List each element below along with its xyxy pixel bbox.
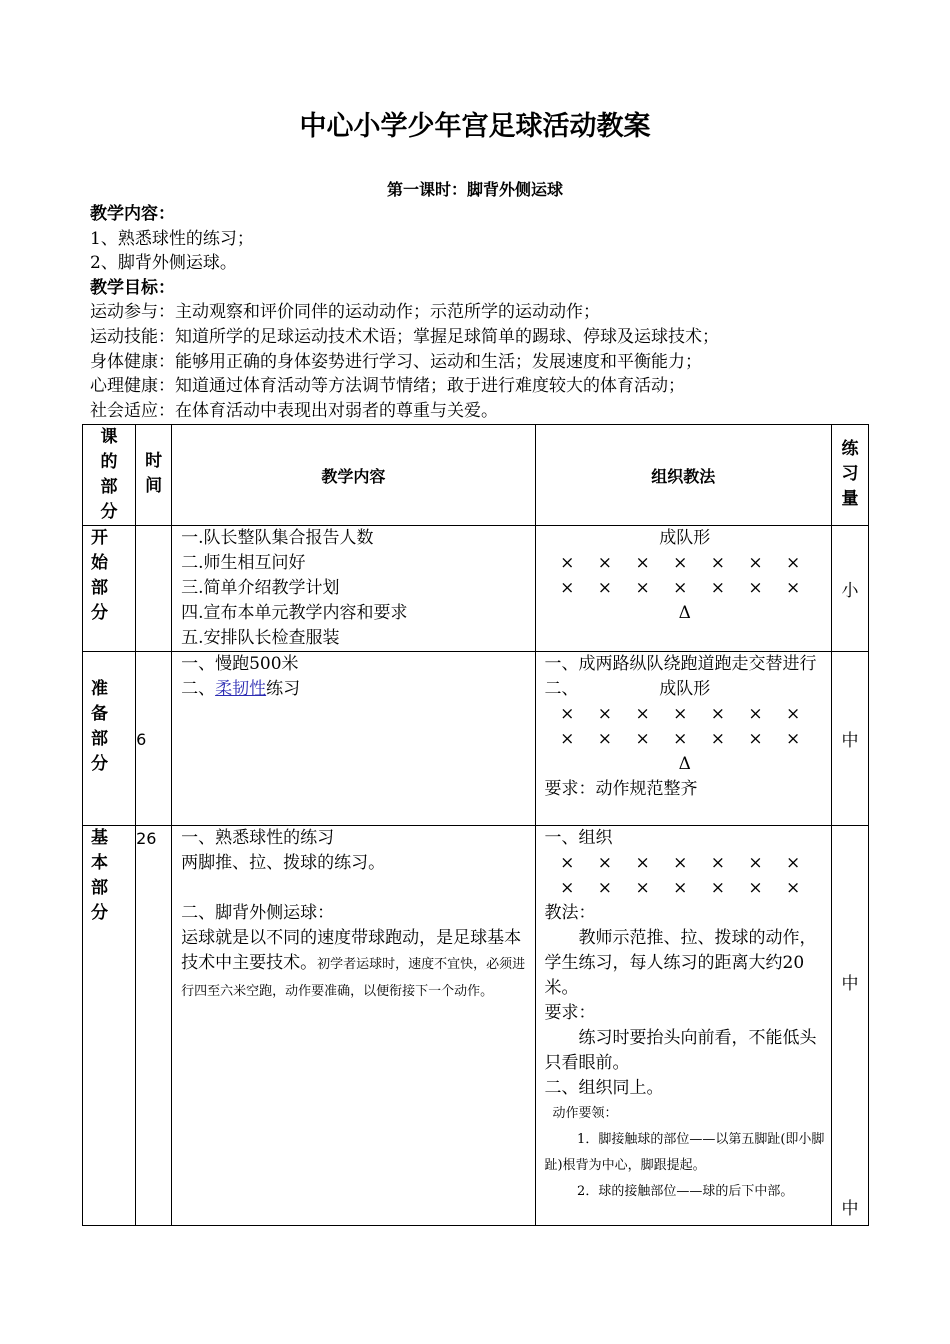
header-char: 时 bbox=[145, 451, 163, 471]
header-char: 的 bbox=[100, 452, 118, 472]
header-part bbox=[83, 425, 136, 526]
time-cell: 6 bbox=[136, 652, 172, 826]
part-cell: 准 备 部 分 bbox=[83, 652, 136, 826]
method-line: 二、 成队形 bbox=[544, 679, 711, 699]
time-cell bbox=[136, 526, 172, 652]
lesson-subtitle: 第一课时：脚背外侧运球 bbox=[386, 180, 563, 199]
amount-value: 中 bbox=[841, 1199, 859, 1219]
content-cell bbox=[172, 652, 535, 826]
formation-row: × × × × × × × bbox=[560, 853, 810, 873]
content-heading: 教学内容： bbox=[90, 204, 175, 224]
part-cell: 开 始 部 分 bbox=[83, 526, 136, 652]
content-line: 一.队长整队集合报告人数 bbox=[181, 528, 374, 548]
amount-cell bbox=[831, 826, 868, 1226]
method-cell bbox=[535, 826, 831, 1226]
table-header-row bbox=[83, 425, 869, 526]
key-label: 动作要领： bbox=[552, 1106, 618, 1121]
formation-row: × × × × × × × bbox=[560, 578, 810, 598]
goal-item: 运动参与：主动观察和评价同伴的运动动作；示范所学的运动动作； bbox=[90, 302, 600, 323]
time-cell: 26 bbox=[136, 826, 172, 1226]
amount-cell: 小 bbox=[831, 526, 868, 652]
header-char: 练 bbox=[841, 439, 859, 459]
content-line: 一、熟悉球性的练习 bbox=[181, 828, 335, 848]
formation-row: × × × × × × × bbox=[560, 878, 810, 898]
content-line: 三.简单介绍教学计划 bbox=[181, 578, 340, 598]
content-item: 1、熟悉球性的练习； bbox=[90, 228, 254, 249]
header-amount bbox=[831, 425, 868, 526]
part-cell: 基 本 部 分 bbox=[83, 826, 136, 1226]
table-row bbox=[83, 826, 869, 1226]
header-char: 部 bbox=[100, 477, 118, 497]
amount-value: 中 bbox=[841, 974, 859, 994]
table-row bbox=[83, 652, 869, 826]
lesson-table bbox=[82, 424, 869, 1226]
formation-label: 成队形 bbox=[659, 528, 711, 548]
page-title: 中心小学少年宫足球活动教案 bbox=[299, 111, 651, 142]
header-char: 量 bbox=[841, 489, 859, 509]
formation-row: × × × × × × × bbox=[560, 704, 810, 724]
content-line: 一、慢跑500米 bbox=[181, 654, 299, 674]
flexibility-link[interactable]: 柔韧性 bbox=[215, 679, 267, 699]
content-line: 四.宣布本单元教学内容和要求 bbox=[181, 603, 408, 623]
header-char: 间 bbox=[145, 476, 163, 496]
header-method: 组织教法 bbox=[535, 425, 831, 526]
goal-item: 身体健康：能够用正确的身体姿势进行学习、运动和生活；发展速度和平衡能力； bbox=[90, 351, 702, 372]
header-time bbox=[136, 425, 172, 526]
method-line: 一、组织 bbox=[544, 828, 613, 848]
req-label: 要求： bbox=[544, 1003, 596, 1023]
teacher-mark: Δ bbox=[678, 754, 691, 774]
method-line: 一、成两路纵队绕跑道跑走交替进行 bbox=[544, 654, 817, 674]
content-item: 2、脚背外侧运球。 bbox=[90, 253, 237, 274]
goal-item: 运动技能：知道所学的足球运动技术术语；掌握足球简单的踢球、停球及运球技术； bbox=[90, 326, 719, 347]
content-paragraph: 运球就是以不同的速度带球跑动，是足球基本技术中主要技术。初学者运球时，速度不宜快，必须进行四至六米空跑，动作要准确，以便衔接下一个动作。 bbox=[181, 928, 526, 999]
requirement-line: 要求：动作规范整齐 bbox=[544, 779, 698, 799]
formation-row: × × × × × × × bbox=[560, 729, 810, 749]
teacher-mark: Δ bbox=[678, 603, 691, 623]
table-row bbox=[83, 526, 869, 652]
method-line: 二、组织同上。 bbox=[544, 1078, 664, 1098]
content-cell bbox=[172, 826, 535, 1226]
req-text: 练习时要抬头向前看，不能低头只看眼前。 bbox=[544, 1028, 817, 1073]
goal-item: 心理健康：知道通过体育活动等方法调节情绪；敢于进行难度较大的体育活动； bbox=[90, 376, 685, 397]
header-char: 习 bbox=[841, 464, 859, 484]
intro-section bbox=[90, 202, 890, 423]
header-char: 课 bbox=[100, 427, 118, 447]
header-content: 教学内容 bbox=[172, 425, 535, 526]
formation-row: × × × × × × × bbox=[560, 553, 810, 573]
goals-heading: 教学目标： bbox=[90, 277, 175, 298]
method-label: 教法： bbox=[544, 903, 596, 923]
header-char: 分 bbox=[100, 502, 118, 522]
method-cell bbox=[535, 652, 831, 826]
content-cell bbox=[172, 526, 535, 652]
method-cell bbox=[535, 526, 831, 652]
content-line: 二、柔韧性练习 bbox=[181, 679, 301, 699]
method-text: 教师示范推、拉、拨球的动作，学生练习，每人练习的距离大约20米。 bbox=[544, 928, 817, 998]
content-line: 五.安排队长检查服装 bbox=[181, 628, 340, 648]
amount-cell: 中 bbox=[831, 652, 868, 826]
content-line: 二、脚背外侧运球： bbox=[181, 903, 335, 923]
content-line: 两脚推、拉、拨球的练习。 bbox=[181, 853, 386, 873]
key-point: 1．脚接触球的部位——以第五脚趾(即小脚趾)根背为中心，脚跟提起。 bbox=[544, 1132, 825, 1173]
key-point: 2．球的接触部位——球的后下中部。 bbox=[577, 1184, 794, 1199]
content-line: 二.师生相互问好 bbox=[181, 553, 306, 573]
goal-item: 社会适应：在体育活动中表现出对弱者的尊重与关爱。 bbox=[90, 400, 498, 421]
